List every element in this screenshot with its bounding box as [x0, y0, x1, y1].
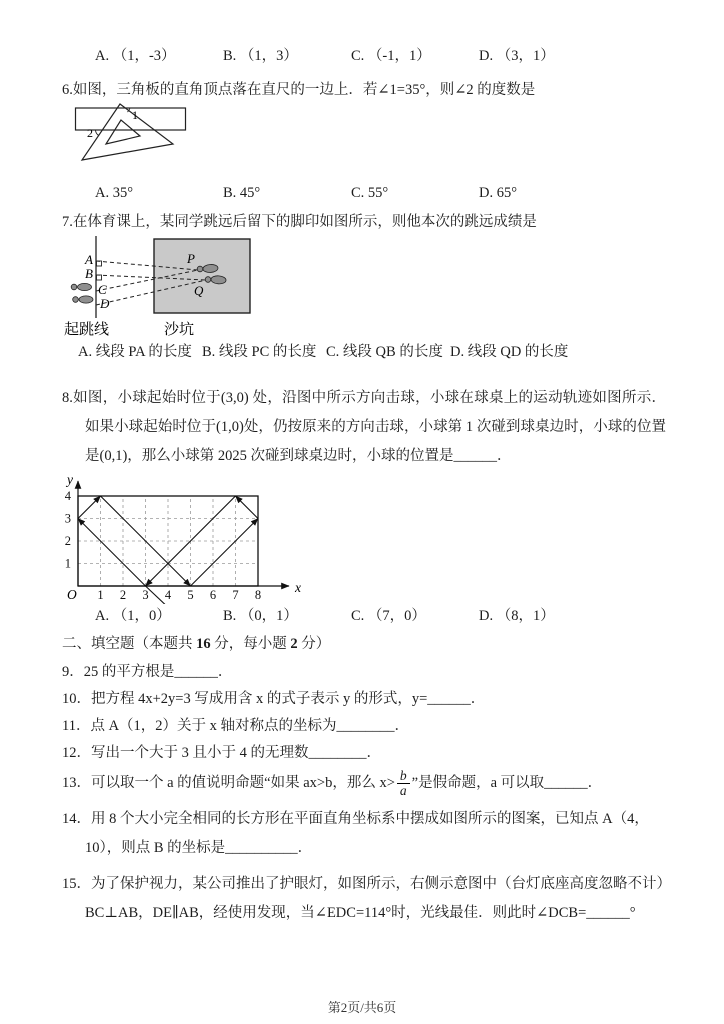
q5-option-d: D. （3，1） — [479, 48, 555, 64]
q7-option-a: A. 线段 PA 的长度 — [78, 344, 192, 360]
fraction-numerator: b — [397, 769, 410, 784]
svg-text:1: 1 — [64, 556, 71, 571]
q13-text — [62, 769, 666, 798]
footprint-heel — [71, 284, 77, 290]
svg-text:2: 2 — [119, 588, 127, 602]
sand-pit-caption: 沙坑 — [164, 322, 195, 338]
q7-text: 7.在体育课上，某同学跳远后留下的脚印如图所示，则他本次的跳远成绩是 — [62, 214, 537, 230]
q7-options-row — [78, 342, 666, 362]
q6-text: 6.如图，三角板的直角顶点落在直尺的一边上．若∠1=35°，则∠2 的度数是 — [62, 82, 536, 98]
q6-option-d: D. 65° — [479, 185, 518, 201]
point-q-label: Q — [194, 283, 204, 298]
q5-options-row — [95, 46, 666, 66]
footprint-sole — [79, 296, 93, 303]
q8-option-a: A. （1，0） — [95, 608, 171, 624]
x-axis-label: x — [295, 580, 301, 595]
svg-text:5: 5 — [187, 588, 194, 602]
q9-text: 9．25 的平方根是______． — [62, 664, 233, 680]
point-c-label: C — [98, 282, 107, 297]
y-axis-label: y — [67, 474, 73, 487]
q14-text: 14．用 8 个大小完全相同的长方形在平面直角坐标系中摆成如图所示的图案，已知点 A（4，10），则点 B 的坐标是__________． — [62, 811, 649, 857]
q8-option-d: D. （8，1） — [479, 608, 555, 624]
angle2-arc — [96, 130, 99, 136]
section2-total-points: 16 — [196, 636, 211, 652]
svg-text:2: 2 — [64, 534, 71, 548]
section2-post: 分） — [297, 636, 331, 652]
origin-label: O — [67, 587, 77, 602]
footprint-p-heel — [197, 266, 203, 272]
q6-figure — [74, 103, 209, 181]
q8-option-b: B. （0，1） — [223, 608, 298, 624]
right-angle-mark-b — [97, 275, 102, 280]
q7-figure — [60, 234, 270, 340]
q15-text: 15．为了保护视力，某公司推出了护眼灯，如图所示，右侧示意图中（台灯底座高度忽略不计）BC⊥AB，DE∥AB，经使用发现，当∠EDC=114°时，光线最佳．则此时∠DCB=______° — [62, 876, 664, 922]
q6-option-b: B. 45° — [223, 185, 261, 201]
point-p-label: P — [187, 251, 195, 266]
q8-options-row — [95, 606, 666, 626]
q5-option-b: B. （1，3） — [223, 48, 298, 64]
q6-options-row — [95, 183, 666, 203]
svg-text:3: 3 — [142, 588, 149, 602]
takeoff-line-caption: 起跳线 — [64, 322, 110, 338]
q11-text: 11．点 A（1，2）关于 x 轴对称点的坐标为________． — [62, 718, 410, 734]
q13-post: ”是假命题，a 可以取______． — [411, 775, 603, 791]
footprint-sole — [78, 283, 92, 290]
svg-text:6: 6 — [209, 588, 217, 602]
point-d-label: D — [100, 296, 110, 311]
q7-option-b: B. 线段 PC 的长度 — [202, 344, 317, 360]
svg-text:1: 1 — [97, 588, 104, 602]
q6-option-a: A. 35° — [95, 185, 134, 201]
q7-option-d: D. 线段 QD 的长度 — [450, 344, 569, 360]
footprint-heel — [73, 297, 79, 303]
angle1-label: 1 — [132, 108, 138, 122]
angle2-label: 2 — [87, 126, 93, 140]
svg-text:3: 3 — [64, 511, 71, 526]
section2-mid: 分，每小题 — [210, 636, 291, 652]
q13-pre: 13．可以取一个 a 的值说明命题“如果 ax>b，那么 x> — [62, 775, 395, 791]
q8-text: 8.如图，小球起始时位于(3,0) 处，沿图中所示方向击球，小球在球桌上的运动轨迹如图所示．如果小球起始时位于(1,0)处，仍按原来的方向击球，小球第 1 次碰到球桌边时，小球的位置是(0,1)，那么小球第 2025 次碰到球桌边时，小球的位置是______． — [62, 390, 666, 464]
svg-text:4: 4 — [164, 588, 172, 602]
q5-option-c: C. （-1，1） — [351, 48, 431, 64]
q12-text: 12．写出一个大于 3 且小于 4 的无理数________． — [62, 745, 381, 761]
q8-figure — [56, 474, 306, 604]
section2-each-points: 2 — [290, 636, 298, 652]
q8-gridlines — [78, 496, 258, 586]
point-a-label: A — [85, 252, 93, 267]
page-footer: 第2页/共6页 — [327, 1000, 397, 1015]
q6-option-c: C. 55° — [351, 185, 389, 201]
q5-option-a: A. （1，-3） — [95, 48, 176, 64]
q7-option-c: C. 线段 QB 的长度 — [326, 344, 443, 360]
footprint-q-heel — [205, 277, 211, 283]
svg-text:4: 4 — [64, 489, 71, 503]
point-b-label: B — [85, 266, 93, 281]
q10-text: 10．把方程 4x+2y=3 写成用含 x 的式子表示 y 的形式，y=______． — [62, 691, 486, 707]
q8-option-c: C. （7，0） — [351, 608, 426, 624]
section2-header — [62, 634, 666, 655]
svg-text:7: 7 — [232, 588, 239, 602]
fraction-denominator: a — [399, 783, 407, 799]
fraction-b-over-a — [397, 769, 410, 798]
svg-text:8: 8 — [254, 588, 262, 602]
section2-pre: 二、填空题（本题共 — [62, 636, 197, 652]
